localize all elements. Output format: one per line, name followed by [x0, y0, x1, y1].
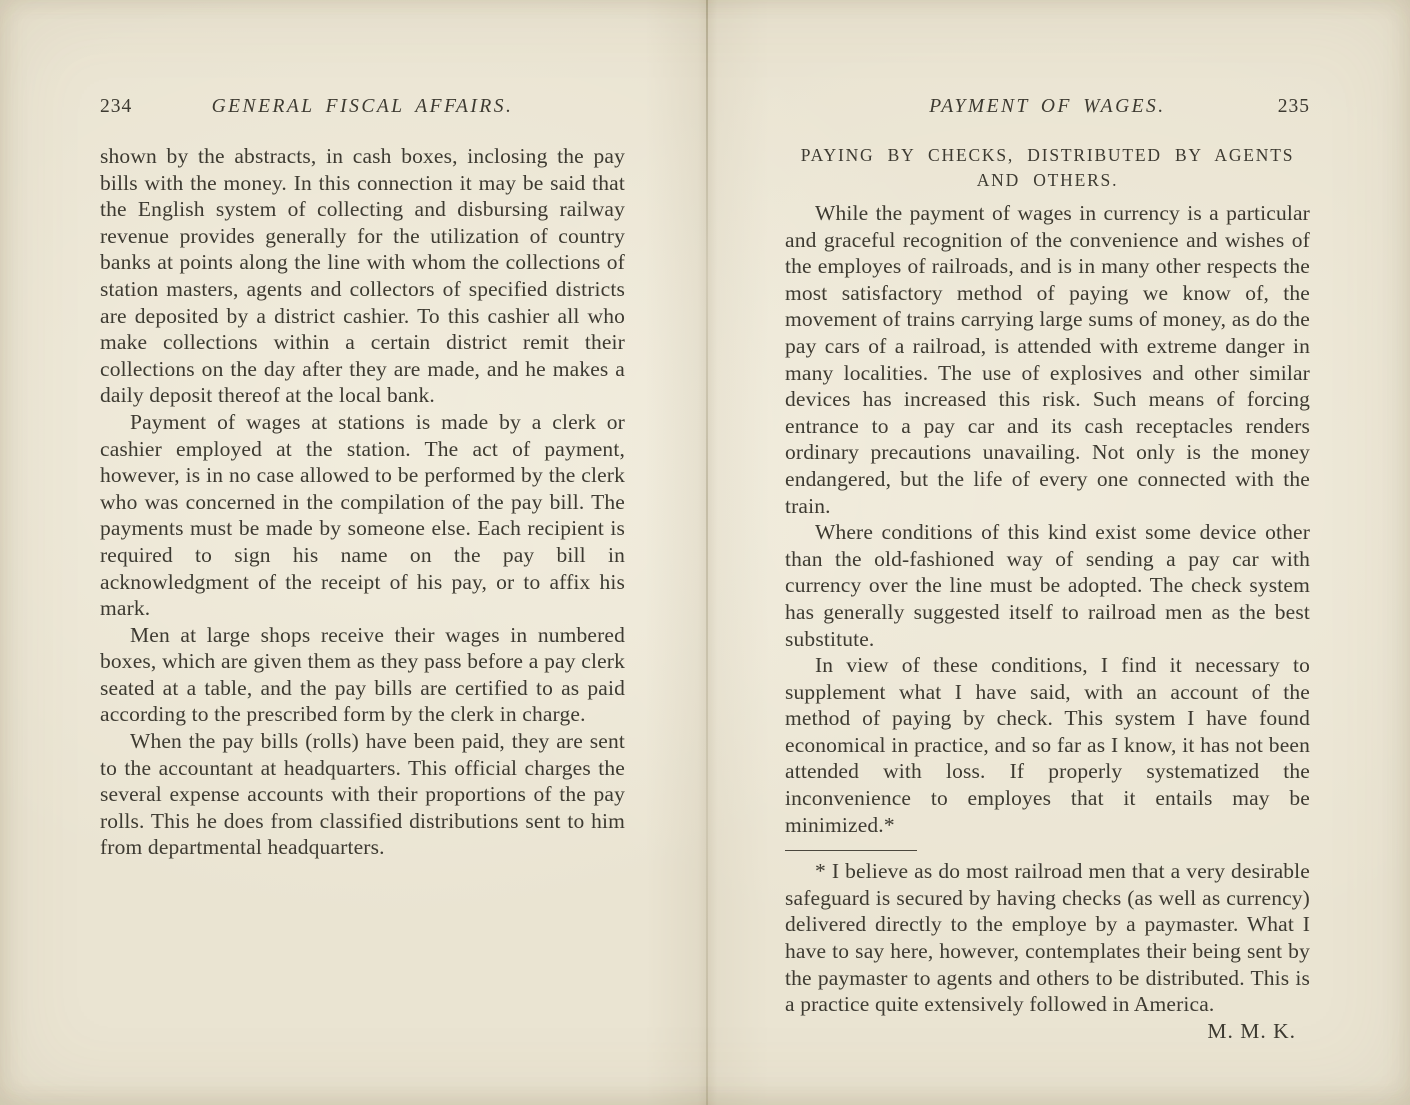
paragraph: Where conditions of this kind exist some device other than the old-fashioned way of sending a pay car with currency over the line must be adopted. The check system has generally suggested itself to railroad men as the best substitute. — [785, 520, 1310, 651]
running-header-title-left: GENERAL FISCAL AFFAIRS. — [211, 96, 514, 117]
footnote — [785, 858, 1310, 1043]
paragraph: Men at large shops receive their wages in numbered boxes, which are given them as they pass before a pay clerk seated at a table, and the pay bills are certified to as paid according to the prescribed form by the clerk in charge. — [100, 622, 625, 727]
footnote-signature: M. M. K. — [1207, 1018, 1296, 1043]
paragraph: shown by the abstracts, in cash boxes, inclosing the pay bills with the money. In this connection it may be said that the English system of collecting and disbursing railway revenue provides generally for the utilization of country banks at points along the line with whom the collections of station masters, agents and collectors of specified districts are deposited by a district cashier. To this cashier all who make collections within a certain district remit their collections on the day after they are made, and he makes a daily deposit thereof at the local bank. — [100, 144, 625, 408]
footnote-divider — [785, 850, 917, 851]
body-text-left — [100, 143, 625, 861]
paragraph: In view of these conditions, I find it necessary to supplement what I have said, with an account of the method of paying by check. This system I have found economical in practice, and so far as I know, it has not been attended with loss. If properly systematized the inconvenience to employes that it entails may be minimized.* — [785, 653, 1310, 837]
body-text-right — [785, 143, 1310, 1043]
paragraph: Payment of wages at stations is made by a clerk or cashier employed at the station. The act of payment, however, is in no case allowed to be performed by the clerk who was concerned in the compilation of the pay bill. The payments must be made by someone else. Each recipient is required to sign his name on the pay bill in acknowledgment of the receipt of his pay, or to affix his mark. — [100, 409, 625, 621]
running-head-left — [100, 96, 625, 118]
section-heading: PAYING BY CHECKS, DISTRIBUTED BY AGENTS AND OTHERS. — [800, 145, 1295, 190]
paragraph: While the payment of wages in currency is a particular and graceful recognition of the convenience and wishes of the employes of railroads, and is in many other respects the most satisfactory method of paying we know of, the movement of trains carrying large sums of money, as do the pay cars of a railroad, is attended with extreme danger in many localities. The use of explosives and other similar devices has increased this risk. Such means of forcing entrance to a pay car and its cash receptacles renders ordinary precautions unavailing. Not only is the money endangered, but the life of every one connected with the train. — [785, 201, 1310, 518]
page-number-left: 234 — [100, 96, 133, 117]
page-number-right: 235 — [1277, 96, 1310, 117]
paragraph: When the pay bills (rolls) have been paid, they are sent to the accountant at headquarters. This official charges the several expense accounts with their proportions of the pay rolls. This he does from classified distributions sent to him from departmental headquarters. — [100, 729, 625, 860]
footnote-text: * I believe as do most railroad men that a very desirable safeguard is secured by having checks (as well as currency) delivered directly to the employe by a paymaster. What I have to say here, however, contemplates their being sent by the paymaster to agents and others to be distributed. This is a practice quite extensively followed in America. — [785, 859, 1310, 1017]
running-head-right — [785, 96, 1310, 118]
running-header-title-right: PAYMENT OF WAGES. — [929, 96, 1166, 117]
page-right — [705, 0, 1410, 1105]
